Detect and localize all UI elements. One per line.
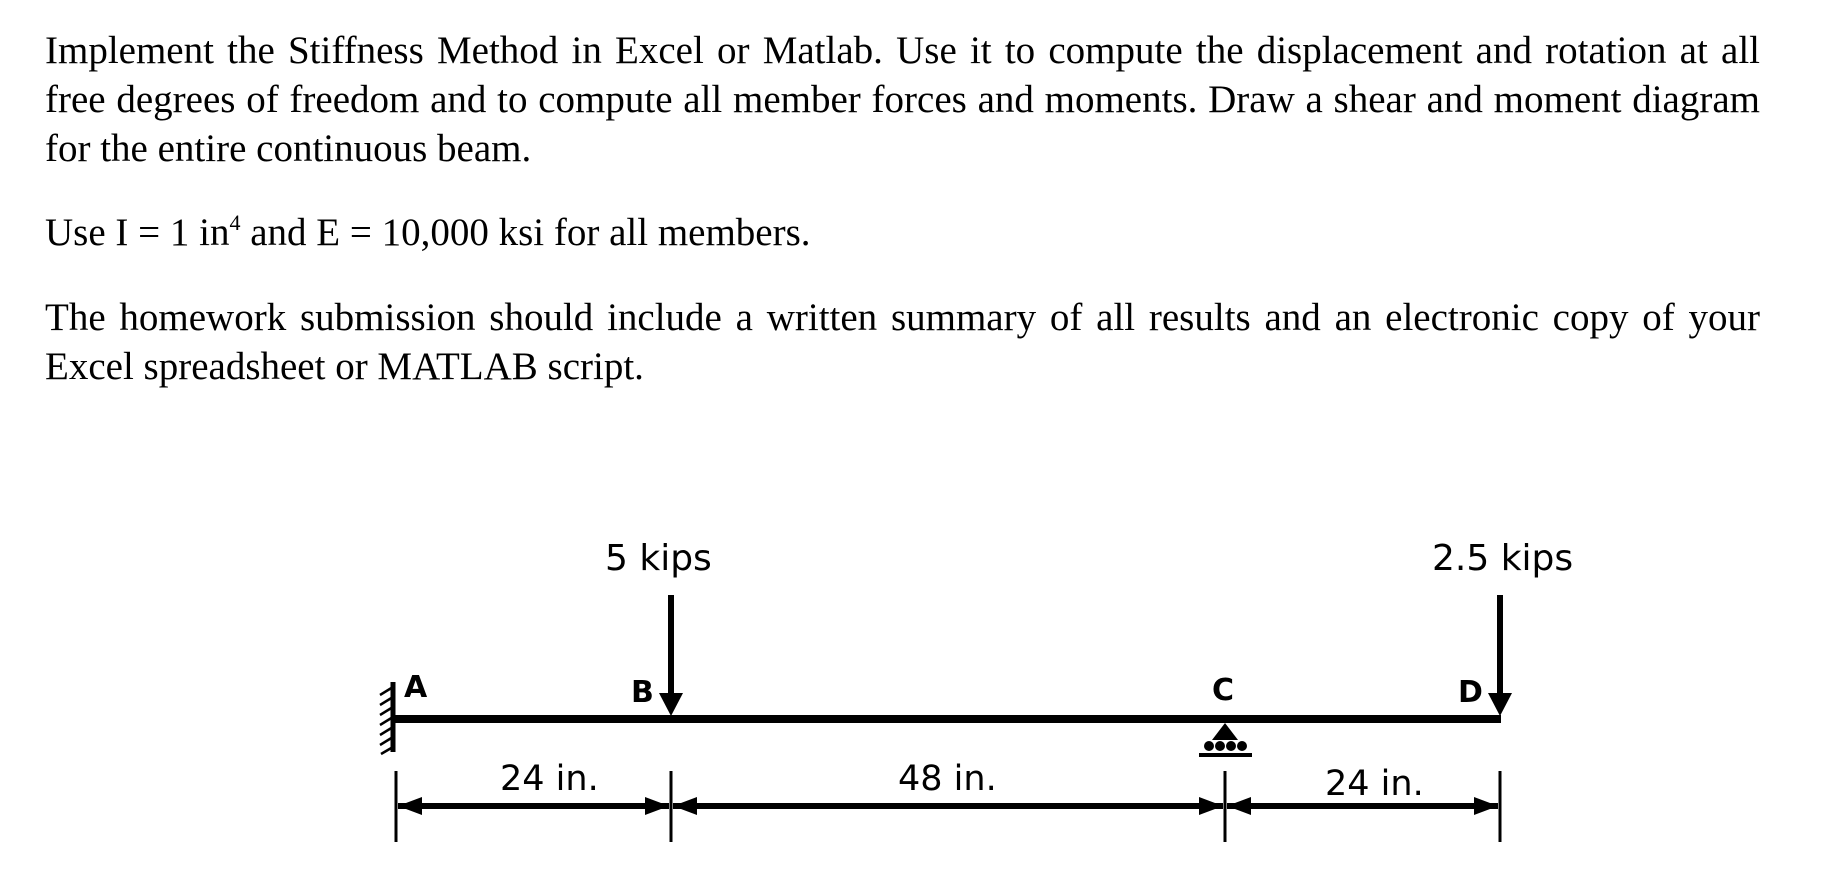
dimension-label-ab: 24 in. (500, 759, 599, 799)
material-properties-text-end: and E = 10,000 ksi for all members. (240, 211, 811, 254)
material-properties-text-start: Use I = 1 in (45, 211, 230, 254)
roller-support-c (1199, 723, 1252, 755)
load-label-b: 5 kips (605, 538, 712, 579)
fixed-support-a (380, 682, 393, 754)
node-label-a: A (404, 670, 428, 705)
node-label-c: C (1212, 673, 1235, 708)
load-label-d: 2.5 kips (1432, 538, 1574, 579)
moment-of-inertia-exponent: 4 (229, 210, 241, 235)
node-label-b: B (631, 675, 654, 710)
point-load-d (1488, 595, 1512, 716)
problem-statement: Implement the Stiffness Method in Excel or Matlab. Use it to compute the displacement and rotation at all free degrees of freedom and to compute all member forces and moments. Draw a shear and moment diagram for the entire continuous beam. (45, 29, 1760, 170)
dimension-label-bc: 48 in. (898, 759, 997, 799)
node-label-d: D (1458, 675, 1483, 710)
submission-instructions: The homework submission should include a written summary of all results and an electronic copy of your Excel spreadsheet or MATLAB script. (45, 296, 1760, 388)
point-load-b (659, 595, 683, 716)
dimension-label-cd: 24 in. (1325, 764, 1424, 804)
